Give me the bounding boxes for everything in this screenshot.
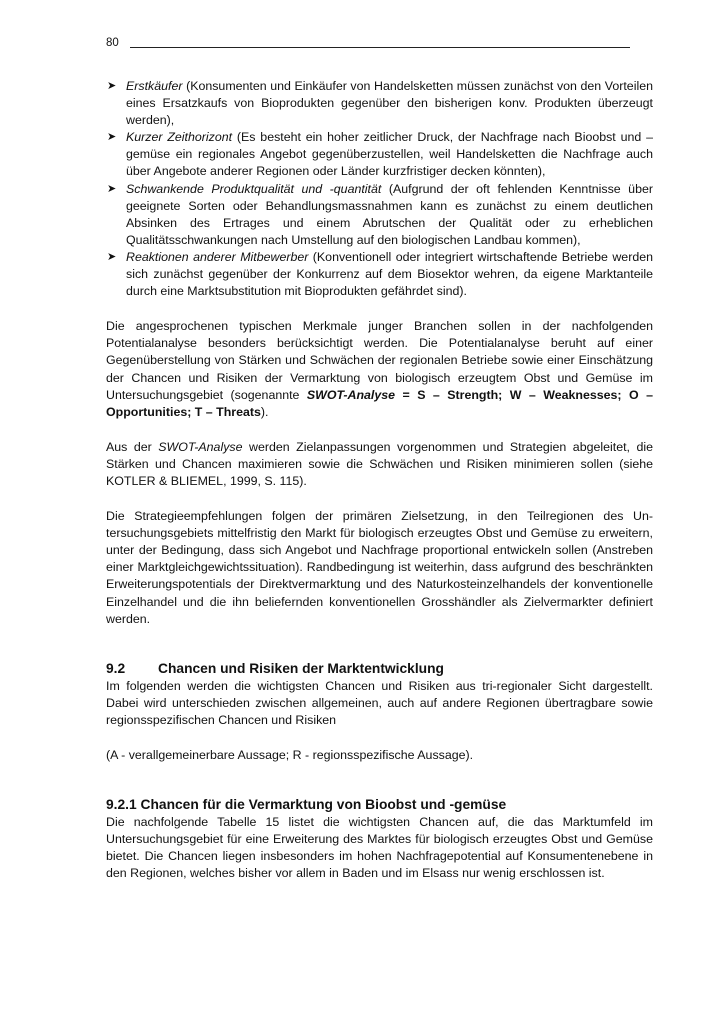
section-title: Chancen und Risiken der Marktentwicklung [158,660,444,676]
swot-definition: = S – Strength; W – Weaknesses; O – Opportunities; T – Threats [106,387,653,419]
list-item [106,78,653,129]
section-heading-9-2-1: 9.2.1 Chancen für die Vermarktung von Bioobst und -gemüse [106,797,507,813]
paragraph-legend: (A - verallgemeinerbare Aussage; R - regionsspezifische Aussage). [106,748,474,762]
swot-term: SWOT-Analyse [158,439,243,454]
bullet-text: (Es besteht ein hoher zeitlicher Druck, der Nachfrage nach Bioobst und –gemüse ein regionales Angebot gegenüberzustellen, weil Handelsketten die Nachfrage auch über Angebote anderer Regionen oder Länder kurzfristiger decken könnten), [126,130,653,179]
header-rule [130,47,630,48]
arrow-bullet-icon: ➤ [107,250,117,263]
bullet-text: (Aufgrund der oft fehlenden Kenntnisse über geeignete Sorten oder Behandlungsmassnahmen kann es zunächst zu einem deutlichen Absinken des Ertrages und einem Abrutschen der Qualität oder zu erheblichen Qualitätsschwankungen nach Umstellung auf den biologischen Landbau kommen), [126,181,653,247]
section-heading-9-2 [106,660,653,678]
paragraph-swot-intro [106,318,653,421]
bullet-text: (Konsumenten und Einkäufer von Handelsketten müssen zunächst von den Vorteilen eines Ersatzkaufs von Bioprodukten gegenüber den bisherigen konv. Produkten überzeugt werden), [126,79,653,128]
bullet-text: (Konventionell oder integriert wirtschaftende Betriebe werden sich zunächst gegenüber der Konkurrenz auf dem Biosektor wehren, da eigene Marktanteile durch eine Marktsubstitution mit Bioprodukten gefährdet sind). [126,249,653,299]
list-item [106,249,653,300]
arrow-bullet-icon: ➤ [107,80,117,92]
bullet-term: Erstkäufer [126,79,183,93]
paragraph-rest: werden Zielanpassungen vorgenommen und Strategien abgeleitet, die Stärken und Chancen maximieren sowie die Schwächen und Risiken minimieren sollen (siehe KOTLER & BLIEMEL, 1999, S. 115). [106,439,654,488]
bullet-list [106,78,653,300]
paragraph-start: Aus der [106,439,152,454]
bullet-term: Schwankende Produktqualität und -quantität [126,181,382,196]
list-item [106,181,653,249]
bullet-term: Kurzer Zeithorizont [126,130,233,145]
list-item [106,129,653,180]
paragraph-end: ). [260,404,269,419]
arrow-bullet-icon: ➤ [107,182,117,195]
arrow-bullet-icon: ➤ [107,131,117,144]
paragraph-text: Die angesprochenen typischen Merkmale junger Branchen sollen in der nachfolgenden Potentialanalyse besonders berücksichtigt werden. Die Potentialanalyse beruht auf einer Gegenüberstellung von Stärken und Schwächen der regionalen Betriebe sowie einer Einschätzung der Chancen und Risiken der Vermarktung von biologisch erzeugtem Obst und Gemüse im Untersuchungsgebiet (sogenannte [106,319,653,402]
bullet-term: Reaktionen anderer Mitbewerber [126,249,309,264]
paragraph-section-intro: Im folgenden werden die wichtigsten Chancen und Risiken aus tri-regionaler Sicht dargestellt. Dabei wird unterschieden zwischen allgemeinen, auch auf andere Regionen übertragbare sowie regionsspezifischen Chancen und Risiken [106,678,653,727]
swot-term: SWOT-Analyse [306,387,396,402]
section-number: 9.2 [106,660,126,676]
paragraph-strategy-recommendations: Die Strategieempfehlungen folgen der primären Zielsetzung, in den Teilregionen des Untersuchungsgebiets mittelfristig den Markt für biologisch erzeugtes Obst und Gemüse zu erweitern, unter der Bedingung, dass sich Angebot und Nachfrage proportional entwickeln sollen (Anstreben einer Marktgleichgewichtssituation). Randbedingung ist weiterhin, dass aufgrund des beschränkten Erweiterungspotentials der Direktvermarktung und des Naturkosteinzelhandels der konventionelle Einzelhandel und die ihn beliefernden konventionellen Grosshändler als Zielvermarkter definiert werden. [106,509,653,626]
paragraph-opportunities: Die nachfolgende Tabelle 15 listet die wichtigsten Chancen auf, die das Marktumfeld im Untersuchungsgebiet für eine Erweiterung des Marktes für biologisch erzeugtes Obst und Gemüse bietet. Die Chancen liegen insbesonders im hohen Nachfragepotential auf Konsumentenebene in den Regionen, welches bisher vor allem in Baden und im Elsass nur wenig erschlossen ist. [106,815,653,881]
page-header [106,36,630,50]
page-content [106,78,653,882]
paragraph-swot-strategy [106,439,653,490]
page-number: 80 [106,37,119,49]
